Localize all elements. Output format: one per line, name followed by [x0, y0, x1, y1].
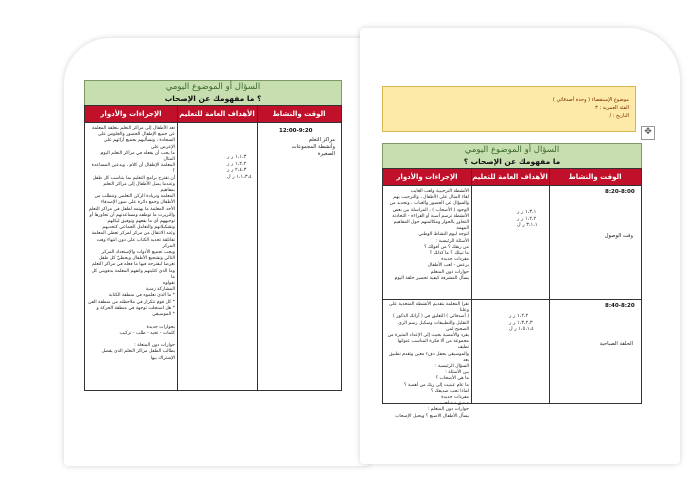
- left-activity-text: مراكز التعلم وأنشطة المجموعات الصغيرة: [291, 137, 335, 157]
- left-topic-title: السؤال أو الموضوع اليومي: [165, 82, 261, 92]
- left-procedures-text: تعد الأطفال إلى مراكز التعلم بتعلقة المعلمة عن جميع الإطفال الحضور والجلوس على السجادة ، وتسأليهم بجميع أرائهم على الإعرض على ما يحب أن يفعله في مراكز التعلم اليوم المثال المعلمة الإطفال أن كلام ، ويدعين المساعدة ؟ أن تقترح برامج التعليم بما يتناسب كل طفل وعندما يصل الأطفال إلى مراكز التعلم بمفاهيم المعلمة وتزيادة الركن التعلمي وتنطلب من الأطفال وجمع دائرة على صور الإصدقاء الأحد المعلمة ما يهتمه لطفل في مراكز التعلم والتريرت ما توظفه ومساعدتهم أن تحاورها أو توجيههم أي ما يفعهم وتوفيق ليكلهم وتشكيلاتهم والتعامل الجماعي كتحديهم وعند الانتقال من مركز لمركز تعطي المعلمة تقاتلقة تحديه الكتاب على دون انتهاء وقت المركز ويجب تجميع الأدوات والإستعداد المركز التالي وتشجيع الأطفال وبحظيّ كل طفل تعرضا ليقترحه فيها ما فعله في مراكز التعلم وما الذي كتليتهم وانفهم المعلمة بدفويني كل ما تقولوه المشاركة زمنية * ما الذي تعلموه في منطقة الكتابة * كل قوم تتكرار في ملاحظته من منطقة الفن * هل استجلت توجهة في منطقة الحركة و * الموسيقي بحوارات جديدة كلمات - تحيه - طلب - تركيب حوارات دون المتعلة : بطالب الطفل مراكز التعلم الذي يفضل الإشتراك بيها: [88, 126, 175, 361]
- left-time-value: 12:00-9:20: [279, 128, 313, 134]
- right-col-header-procedures: الإجراءات والأدوار: [383, 169, 471, 185]
- info-age: الفئة العمرية : ٣: [595, 105, 629, 111]
- right-row1-activity: وقت الوصول: [604, 233, 633, 239]
- right-topic-title: السؤال أو الموضوع اليومي: [464, 145, 560, 155]
- right-row2-procedures: تقرا المعلمة بتقديم الأنشطة المتحدية على وعلنا ( أصدقائي ) التعليق في ( آراتك الذكور ) التقليل والتطبيقات وسكبل رسم الزي الصحيح لمن يفرد والأمضية بحيث إلى الإعداد المثيرة من مجموعة من ألا فكرة المناسب عنوانها تطيف والموسيقى بحفل دفء معين وتقدم تطبيق بعد السؤال الرئيسية : بين الأسئلة : ما هي الأصحاب ؟ ما عام عينيث إلى ربك من أهمية ؟ لماذا تحب صديقك ؟ مفردات جديدة صديق - صاحب حوارات دون المتعلم : يسأل الأطفال الاصبع ؟ ويحيل الإصحاب: [387, 302, 469, 419]
- right-row2-activity: الحلقة الصباحية: [599, 341, 633, 347]
- lesson-info-box: [382, 86, 636, 132]
- left-goals-text: ١،١،٣ ر ر ١،٢،٢ ر ر ٢،٤،٣ ر ر ١،١،٣،٤ ر ل: [227, 154, 252, 180]
- right-row1-time: 8:20-8:00: [605, 189, 635, 195]
- left-plan-table: [84, 105, 342, 391]
- move-icon[interactable]: ✥: [641, 126, 655, 140]
- info-date: التاريخ : /: [609, 113, 629, 119]
- right-row1-procedures: الأنشطة الترحيبية ولعب الغايب لقاء المثال على الأطفال ، والترحيب بهم والسؤال عن الحضور والغياب ، وتحديد من الوجود ( الأصحاب ) ، المراسلة بين بعض الأنشطة ترسم أسية أو القراءة - التحادثة التحاور بالحوار ومكالمتهم حول المفاهيم المهمة لتوجه ليوم النشاط الوطني الأسئلة الرئيسية : من ربقك ؟ من أفولك ؟ ما تبيلك ؟ ما كذلك ؟ مفردات جديدة يرعش - لعب الأطفال حوارات دون المتعلم يسأل المشرفة كيفية تحضير حلقة اليوم: [389, 189, 469, 281]
- right-topic-question: ما مفهومك عن الإصحاب ؟: [463, 157, 561, 166]
- right-row1-goals: ١،٣،١ ر ر ١،٢،٢ ر ر ٣،١،١ ر ل: [517, 209, 538, 228]
- right-row2-goals: ١،٢،٢ ر ر ١،٣،٢،٣ ر ر ١،٥،١،٤ ر ل: [509, 313, 534, 332]
- right-daily-topic-header: [382, 143, 642, 169]
- right-col-header-goals: الأهداف العامة للتعليم: [471, 169, 549, 185]
- left-col-header-time: الوقت والنشاط: [257, 106, 341, 122]
- left-col-header-procedures: الإجراءات والأدوار: [85, 106, 177, 122]
- right-col-header-time: الوقت والنشاط: [549, 169, 641, 185]
- info-topic: موضوع الإستقصاء ( وحدة أصدقائي ): [552, 97, 629, 103]
- right-row2-time: 8:40-8:20: [605, 303, 635, 309]
- left-daily-topic-header: [84, 80, 342, 106]
- left-col-header-goals: الأهداف العامة للتعليم: [177, 106, 257, 122]
- right-plan-table: [382, 168, 642, 419]
- left-topic-question: ؟ ما مفهومك عن الإصحاب: [164, 94, 262, 103]
